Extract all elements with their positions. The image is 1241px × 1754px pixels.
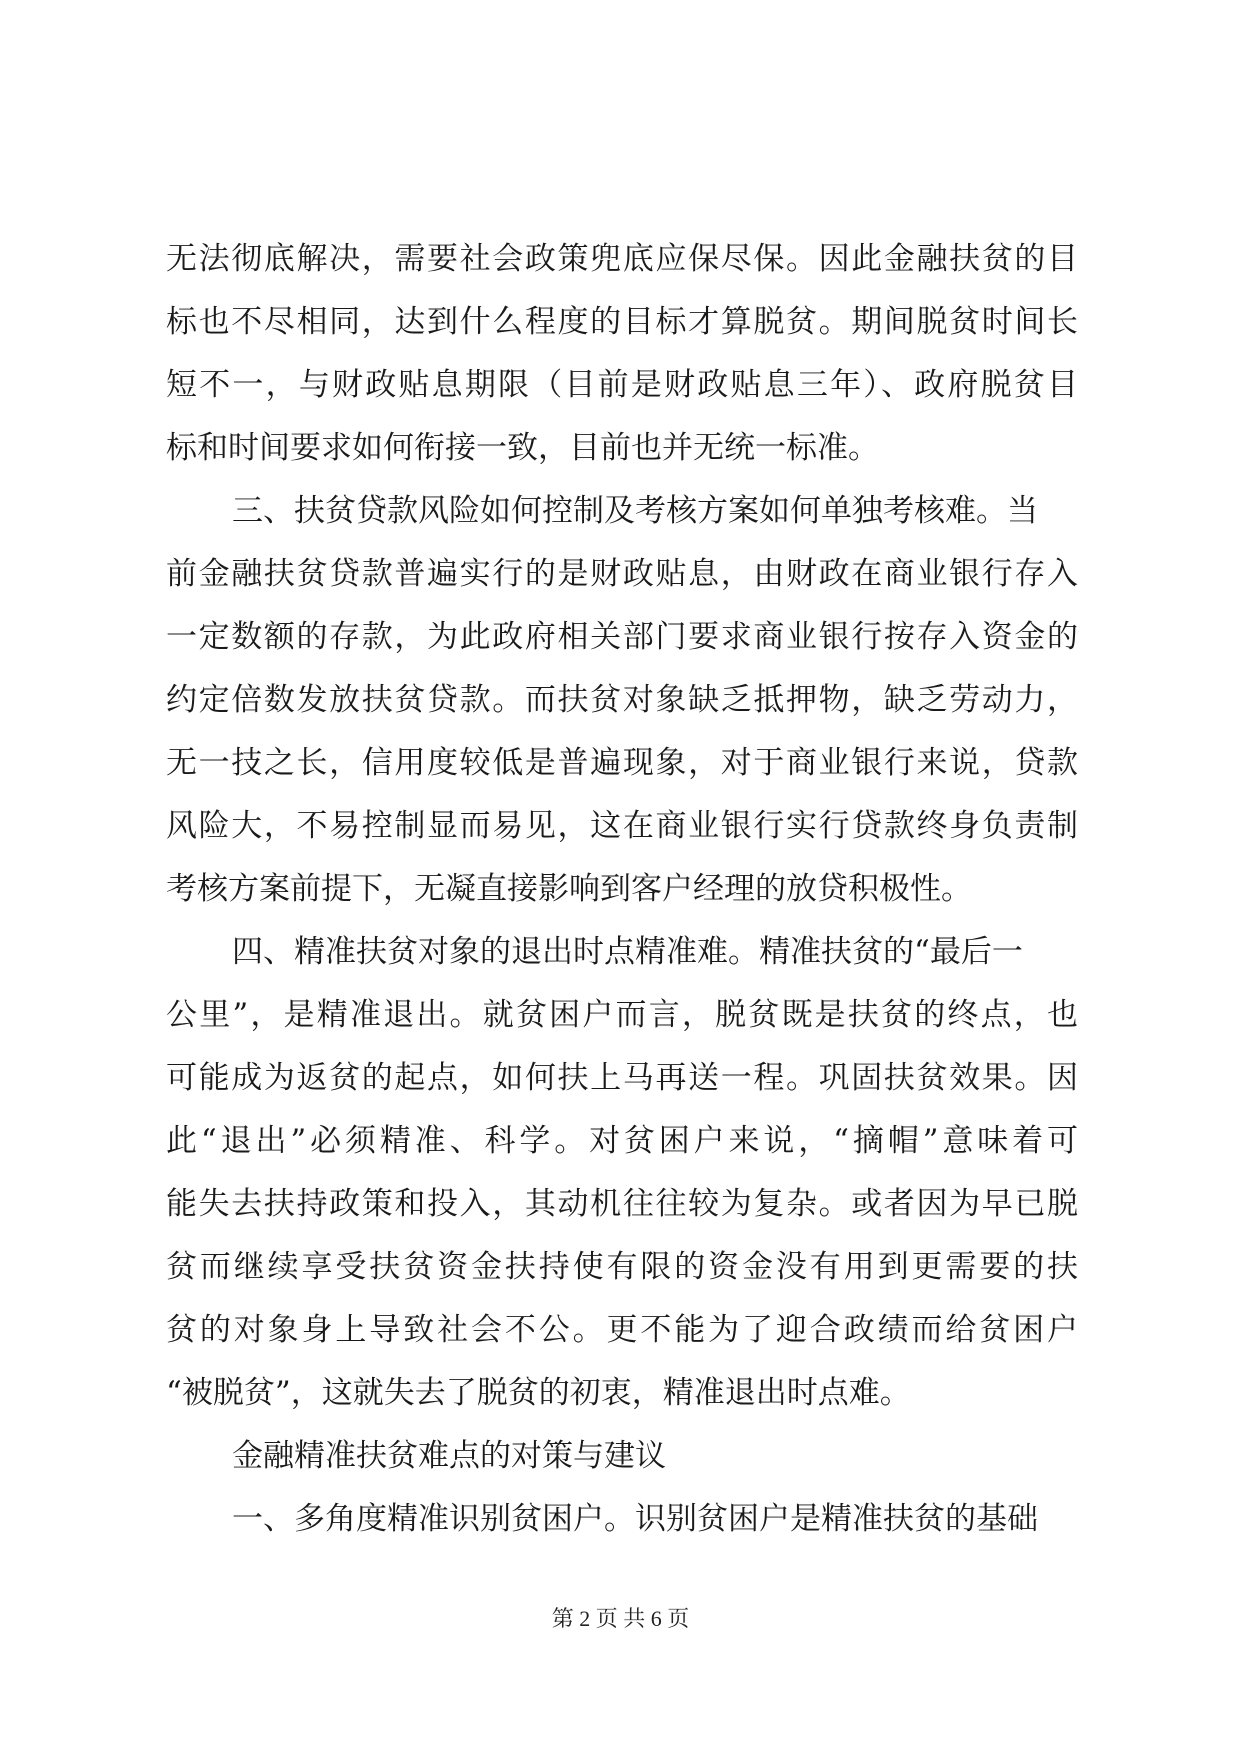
document-body <box>166 228 1078 1551</box>
text-line: 短不一，与财政贴息期限（目前是财政贴息三年）、政府脱贫目 <box>166 367 1078 403</box>
text-line: 可能成为返贫的起点，如何扶上马再送一程。巩固扶贫效果。因 <box>166 1060 1078 1096</box>
text-line: 标和时间要求如何衔接一致，目前也并无统一标准。 <box>166 430 879 466</box>
text-line: “被脱贫”，这就失去了脱贫的初衷，精准退出时点难。 <box>166 1375 911 1411</box>
text-line: 约定倍数发放扶贫贷款。而扶贫对象缺乏抵押物，缺乏劳动力， <box>166 682 1078 718</box>
text-line: 三、扶贫贷款风险如何控制及考核方案如何单独考核难。当 <box>232 493 1038 529</box>
text-line: 无一技之长，信用度较低是普遍现象，对于商业银行来说，贷款 <box>166 745 1078 781</box>
text-line: 公里”，是精准退出。就贫困户而言，脱贫既是扶贫的终点，也 <box>166 997 1078 1033</box>
text-line: 一定数额的存款，为此政府相关部门要求商业银行按存入资金的 <box>166 619 1078 655</box>
text-line: 标也不尽相同，达到什么程度的目标才算脱贫。期间脱贫时间长 <box>166 304 1078 340</box>
text-line: 风险大，不易控制显而易见，这在商业银行实行贷款终身负责制 <box>166 808 1078 844</box>
text-line: 考核方案前提下，无凝直接影响到客户经理的放贷积极性。 <box>166 871 972 907</box>
text-line: 贫的对象身上导致社会不公。更不能为了迎合政绩而给贫困户 <box>166 1312 1078 1348</box>
text-line: 无法彻底解决，需要社会政策兜底应保尽保。因此金融扶贫的目 <box>166 241 1078 277</box>
text-line: 前金融扶贫贷款普遍实行的是财政贴息，由财政在商业银行存入 <box>166 556 1078 592</box>
text-line: 一、多角度精准识别贫困户。识别贫困户是精准扶贫的基础 <box>232 1501 1038 1537</box>
page-footer: 第 2 页 共 6 页 <box>551 1606 690 1631</box>
text-line: 此“退出”必须精准、科学。对贫困户来说，“摘帽”意味着可 <box>166 1123 1078 1159</box>
text-line: 金融精准扶贫难点的对策与建议 <box>232 1438 666 1474</box>
text-line: 贫而继续享受扶贫资金扶持使有限的资金没有用到更需要的扶 <box>166 1249 1078 1285</box>
text-line: 四、精准扶贫对象的退出时点精准难。精准扶贫的“最后一 <box>232 934 1023 970</box>
text-line: 能失去扶持政策和投入，其动机往往较为复杂。或者因为早已脱 <box>166 1186 1078 1222</box>
